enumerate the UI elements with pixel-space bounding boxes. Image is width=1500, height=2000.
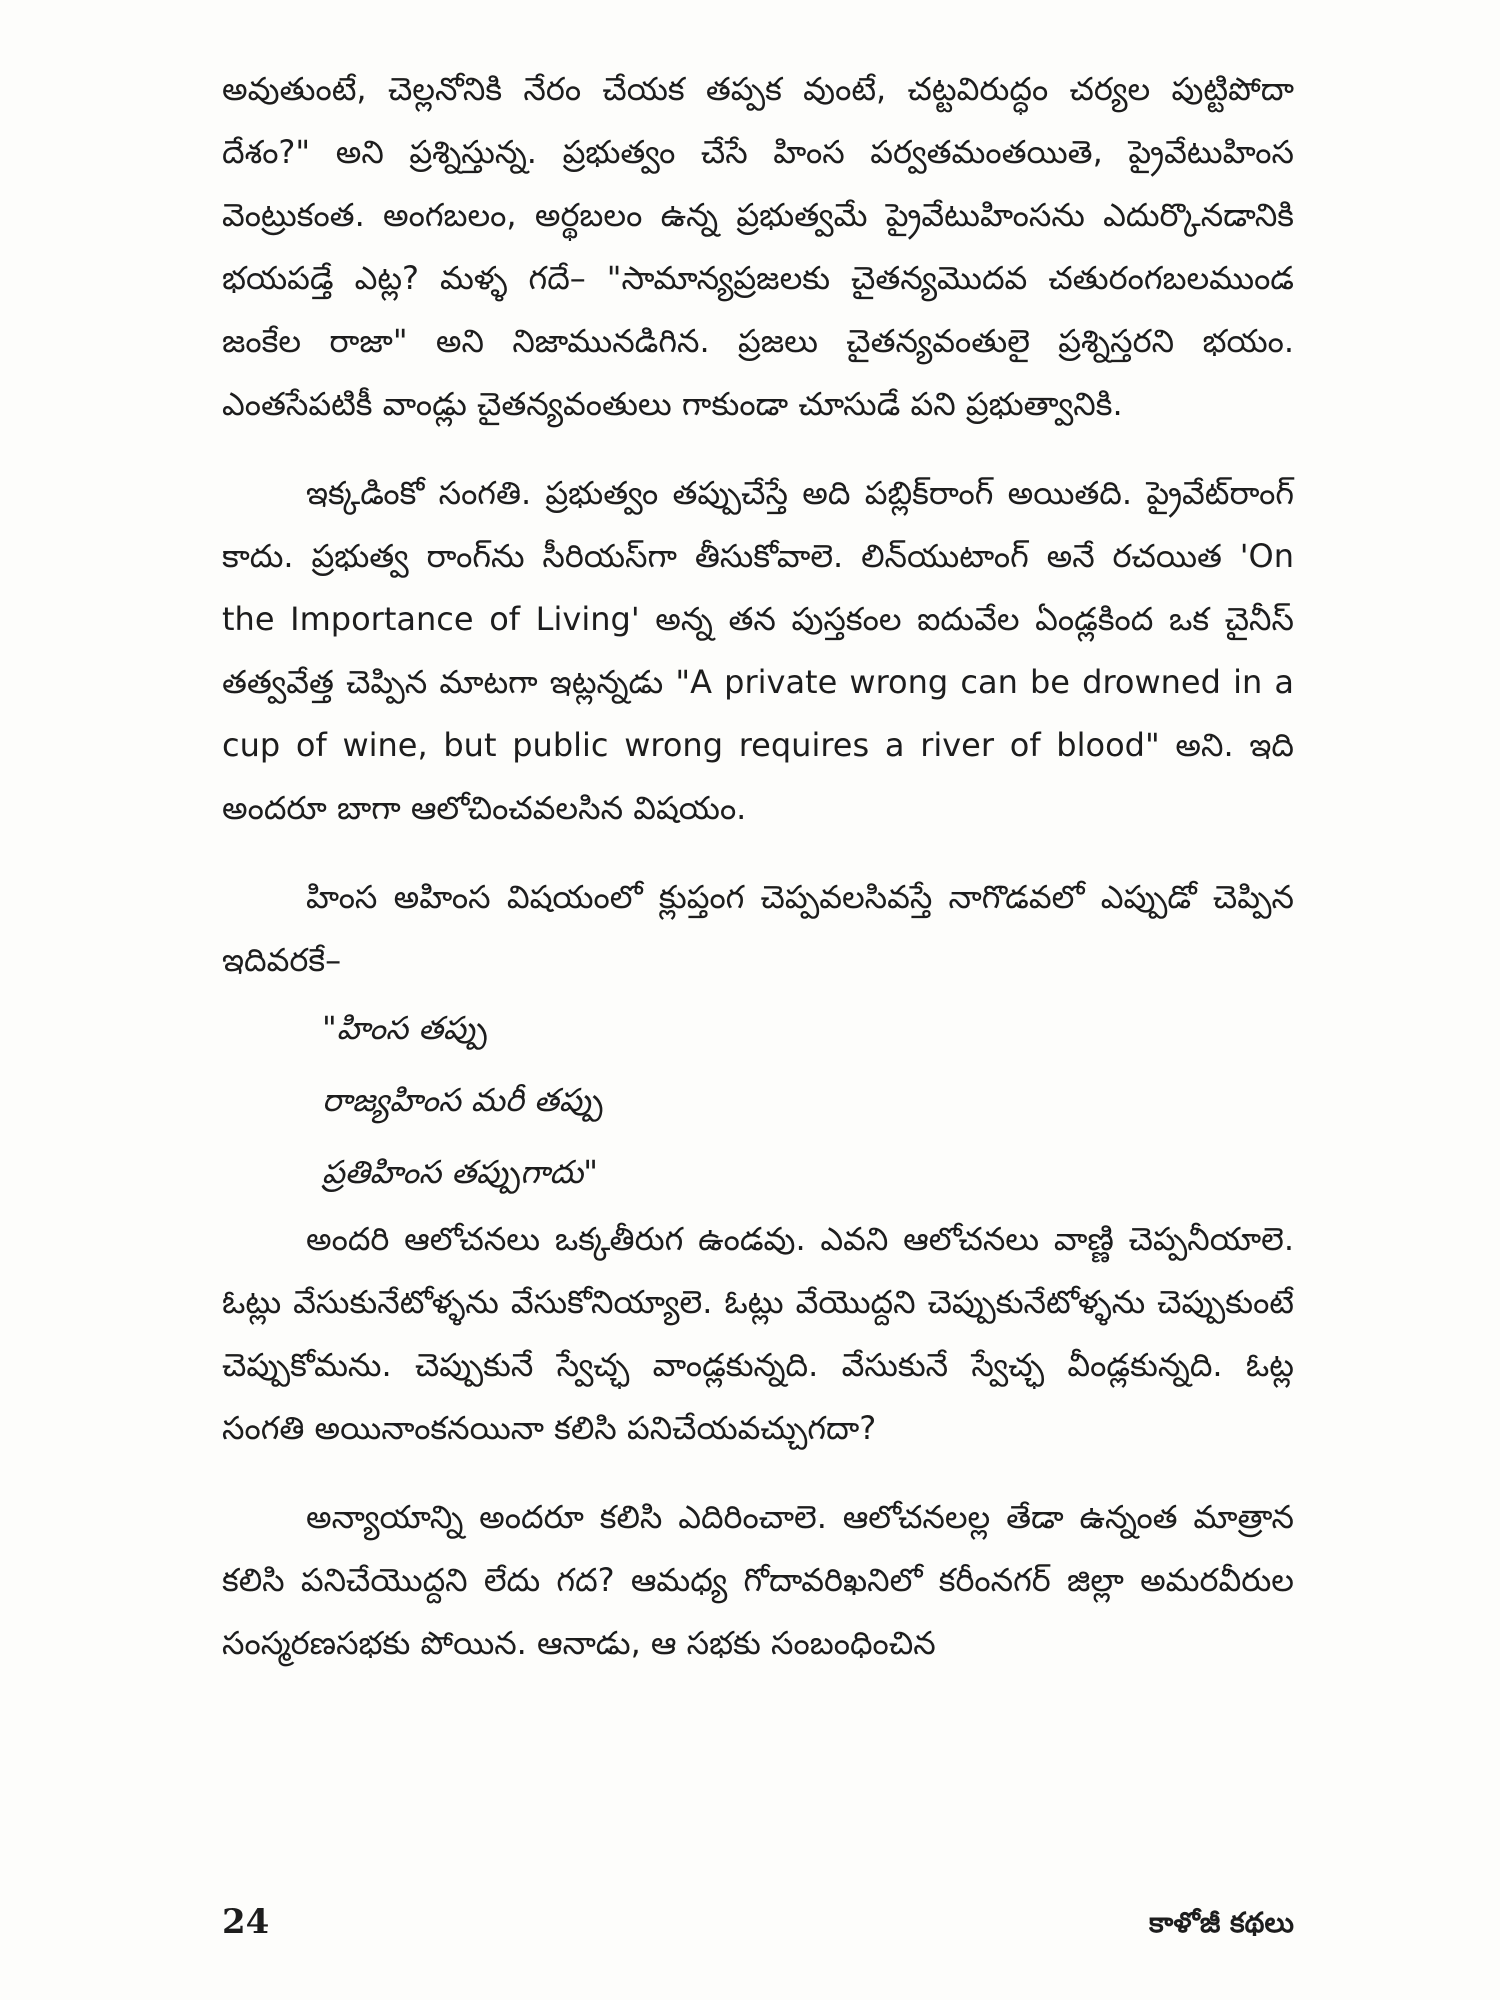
paragraph-4: అందరి ఆలోచనలు ఒక్కతీరుగ ఉండవు. ఎవని ఆలోచనలు వాణ్ణి చెప్పనీయాలె. ఓట్లు వేసుకునేటోళ్ళను వేసుకోనియ్యాలె. ఓట్లు వేయొద్దని చెప్పుకునేటోళ్ళను చెప్పుకుంటే చెప్పుకోమను. చెప్పుకునే స్వేచ్ఛ వాండ్లకున్నది. వేసుకునే స్వేచ్ఛ వీండ్లకున్నది. ఓట్ల సంగతి అయినాంకనయినా కలిసి పనిచేయవచ్చుగదా? — [222, 1220, 1294, 1447]
book-title: కాళోజీ కథలు — [1148, 1906, 1294, 1939]
poem-line-2: రాజ్యహింస మరీ తప్పు — [322, 1081, 603, 1119]
page-body — [222, 58, 1294, 1675]
page-footer — [222, 1902, 1294, 1952]
poem-line-3: ప్రతిహింస తప్పుగాదు" — [322, 1153, 598, 1191]
paragraph-1: అవుతుంటే, చెల్లనోనికి నేరం చేయక తప్పక వుంటే, చట్టవిరుద్ధం చర్యల పుట్టిపోదా దేశం?" అని ప్రశ్నిస్తున్న. ప్రభుత్వం చేసే హింస పర్వతమంతయితె, ప్రైవేటుహింస వెంట్రుకంత. అంగబలం, అర్థబలం ఉన్న ప్రభుత్వమే ప్రైవేటుహింసను ఎదుర్కొనడానికి భయపడ్తే ఎట్ల? మళ్ళ గదే– "సామాన్యప్రజలకు చైతన్యమొదవ చతురంగబలముండ జంకేల రాజా" అని నిజామునడిగిన. ప్రజలు చైతన్యవంతులై ప్రశ్నిస్తరని భయం. ఎంతసేపటికీ వాండ్లు చైతన్యవంతులు గాకుండా చూసుడే పని ప్రభుత్వానికి. — [222, 70, 1294, 423]
paragraph-3: హింస అహింస విషయంలో క్లుప్తంగ చెప్పవలసివస్తే నాగొడవలో ఎప్పుడో చెప్పిన ఇదివరకే– — [222, 878, 1294, 979]
page-number: 24 — [222, 1902, 270, 1942]
paragraph-2: ఇక్కడింకో సంగతి. ప్రభుత్వం తప్పుచేస్తే అది పబ్లిక్‌రాంగ్ అయితది. ప్రైవేట్‌రాంగ్ కాదు. ప్రభుత్వ రాంగ్‌ను సీరియస్‌గా తీసుకోవాలె. లిన్‌యుటాంగ్ అనే రచయిత 'On the Importance of Living' అన్న తన పుస్తకంల ఐదువేల ఏండ్లకింద ఒక చైనీస్ తత్వవేత్త చెప్పిన మాటగా ఇట్లన్నడు "A private wrong can be drowned in a cup of wine, but public wrong requires a river of blood" అని. ఇది అందరూ బాగా ఆలోచించవలసిన విషయం. — [222, 474, 1294, 827]
paragraph-5: అన్యాయాన్ని అందరూ కలిసి ఎదిరించాలె. ఆలోచనలల్ల తేడా ఉన్నంత మాత్రాన కలిసి పనిచేయొద్దని లేదు గద? ఆమధ్య గోదావరిఖనిలో కరీంనగర్ జిల్లా అమరవీరుల సంస్మరణసభకు పోయిన. ఆనాడు, ఆ సభకు సంబంధించిన — [222, 1498, 1294, 1662]
poem-quote — [222, 992, 1294, 1208]
poem-line-1: "హింస తప్పు — [322, 1009, 488, 1047]
